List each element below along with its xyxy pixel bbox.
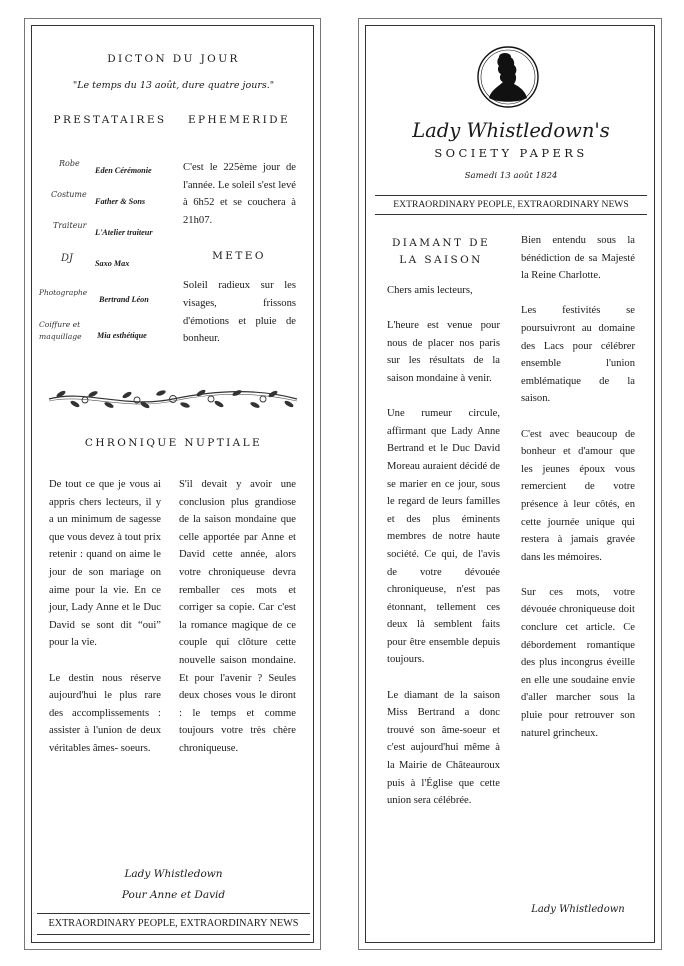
dicton-heading: DICTON DU JOUR: [107, 53, 240, 65]
header-banner: EXTRAORDINARY PEOPLE, EXTRAORDINARY NEWS: [375, 195, 647, 215]
chronique-paragraph: S'il devait y avoir une conclusion plus grandiose de la saison mondaine que celle apportée par Anne et David cette année, alors votre chroniqueuse devra remballer ces mots et corriger sa copie. Car c'est la romance magique de ce couple qui clôture cette nouvelle saison mondaine. Et pour l'avenir ? Seules deux choses vous le diront : le temps et comme toujours votre très chère chroniqueuse.: [179, 479, 296, 754]
masthead-title: Lady Whistledown's: [412, 119, 610, 142]
article-paragraph: Une rumeur circule, affirmant que Lady Anne Bertrand et le Duc David Moreau auraient décidé de se marier en ce jour, sous le regard de leurs familles et des plus éminents membres de notre haute société. Ce qui, de l'avis de votre dévouée chroniqueuse, n'est pas étonnant, tellement ces deux là semblent faits pour être ensemble depuis toujours.: [387, 408, 500, 666]
meteo-heading: METEO: [212, 250, 266, 262]
footer-banner: EXTRAORDINARY PEOPLE, EXTRAORDINARY NEWS: [37, 913, 310, 935]
chronique-paragraph: Le destin nous réserve aujourd'hui le plus rare des accomplissements : assister à l'union de deux véritables âmes- soeurs.: [49, 672, 161, 754]
article-paragraph: C'est avec beaucoup de bonheur et d'amour que les jeunes époux vous remercient de votre présence à leur côtés, en cette journée unique qui restera à jamais gravée dans les mémoires.: [521, 428, 635, 563]
article-paragraph: Chers amis lecteurs,: [387, 285, 473, 296]
signature-line-2: Pour Anne et David: [121, 889, 226, 901]
masthead-subtitle: SOCIETY PAPERS: [434, 146, 588, 160]
prestataires-heading: PRESTATAIRES: [53, 114, 167, 126]
dicton-quote: "Le temps du 13 août, dure quatre jours.": [72, 80, 275, 91]
vendor-name: Eden Cérémonie: [95, 166, 152, 175]
vendor-name: L'Atelier traiteur: [95, 228, 153, 237]
vendor-role: Costume: [51, 190, 87, 199]
vendor-name: Bertrand Léon: [99, 295, 149, 304]
chronique-heading: CHRONIQUE NUPTIALE: [84, 437, 263, 449]
issue-date: Samedi 13 août 1824: [464, 171, 558, 181]
vendor-role: Photographe: [39, 288, 88, 297]
article-paragraph: L'heure est venue pour nous de placer nos paris sur les résultats de la saison mondaine à venir.: [387, 320, 500, 384]
vendor-role: Robe: [59, 159, 80, 168]
article-paragraph: Le diamant de la saison Miss Bertrand a donc trouvé son âme-soeur et c'est aujourd'hui même à la Mairie de Châteauroux puis à l'Église que cette union sera célébrée.: [387, 689, 500, 807]
signature: Lady Whistledown: [531, 904, 625, 915]
ephemeride-heading: EPHEMERIDE: [187, 114, 291, 126]
vendor-name: Father & Sons: [95, 197, 146, 206]
article-paragraph: Les festivités se poursuivront au domaine des Lacs pour célébrer ensemble l'union emblématique de la saison.: [521, 305, 635, 405]
floral-vine-ornament: [45, 385, 301, 413]
vendor-role: Traiteur: [53, 221, 87, 230]
ephemeride-text: C'est le 225ème jour de l'année. Le soleil s'est levé à 6h52 et se couchera à 21h07.: [183, 162, 296, 226]
vendor-name: Mia esthétique: [97, 331, 147, 340]
chronique-column-2: [179, 476, 296, 758]
signature-line-1: Lady Whistledown: [124, 868, 223, 880]
diamant-heading: DIAMANT DE LA SAISON: [391, 237, 491, 266]
vendor-role: Coiffure et maquillage: [39, 320, 82, 341]
article-column-1: [387, 282, 500, 810]
vendor-role: DJ: [61, 253, 74, 264]
right-page: [358, 18, 662, 950]
article-column-2: [521, 232, 635, 742]
article-paragraph: Sur ces mots, votre dévouée chroniqueuse doit conclure cet article. Ce débordement romantique des plus incongrus éveille en elle une soudaine envie d'aller marcher sous la pluie pour retrouver son naturel grincheux.: [521, 586, 635, 739]
chronique-paragraph: De tout ce que je vous ai appris chers lecteurs, il y a un minimum de sagesse que vous devez à tout prix retenir : quand on aime le jour de son mariage on aime pour la vie. En ce jour, Lady Anne et le Duc David se sont dit “oui” pour la vie.: [49, 479, 161, 649]
article-paragraph: Bien entendu sous la bénédiction de sa Majesté la Reine Charlotte.: [521, 235, 635, 282]
meteo-text: Soleil radieux sur les visages, frissons d'émotions et pluie de bonheur.: [183, 280, 296, 345]
left-page: [24, 18, 321, 950]
lady-silhouette-icon: [477, 46, 539, 108]
chronique-column-1: [49, 476, 161, 758]
vendor-name: Saxo Max: [95, 259, 130, 268]
